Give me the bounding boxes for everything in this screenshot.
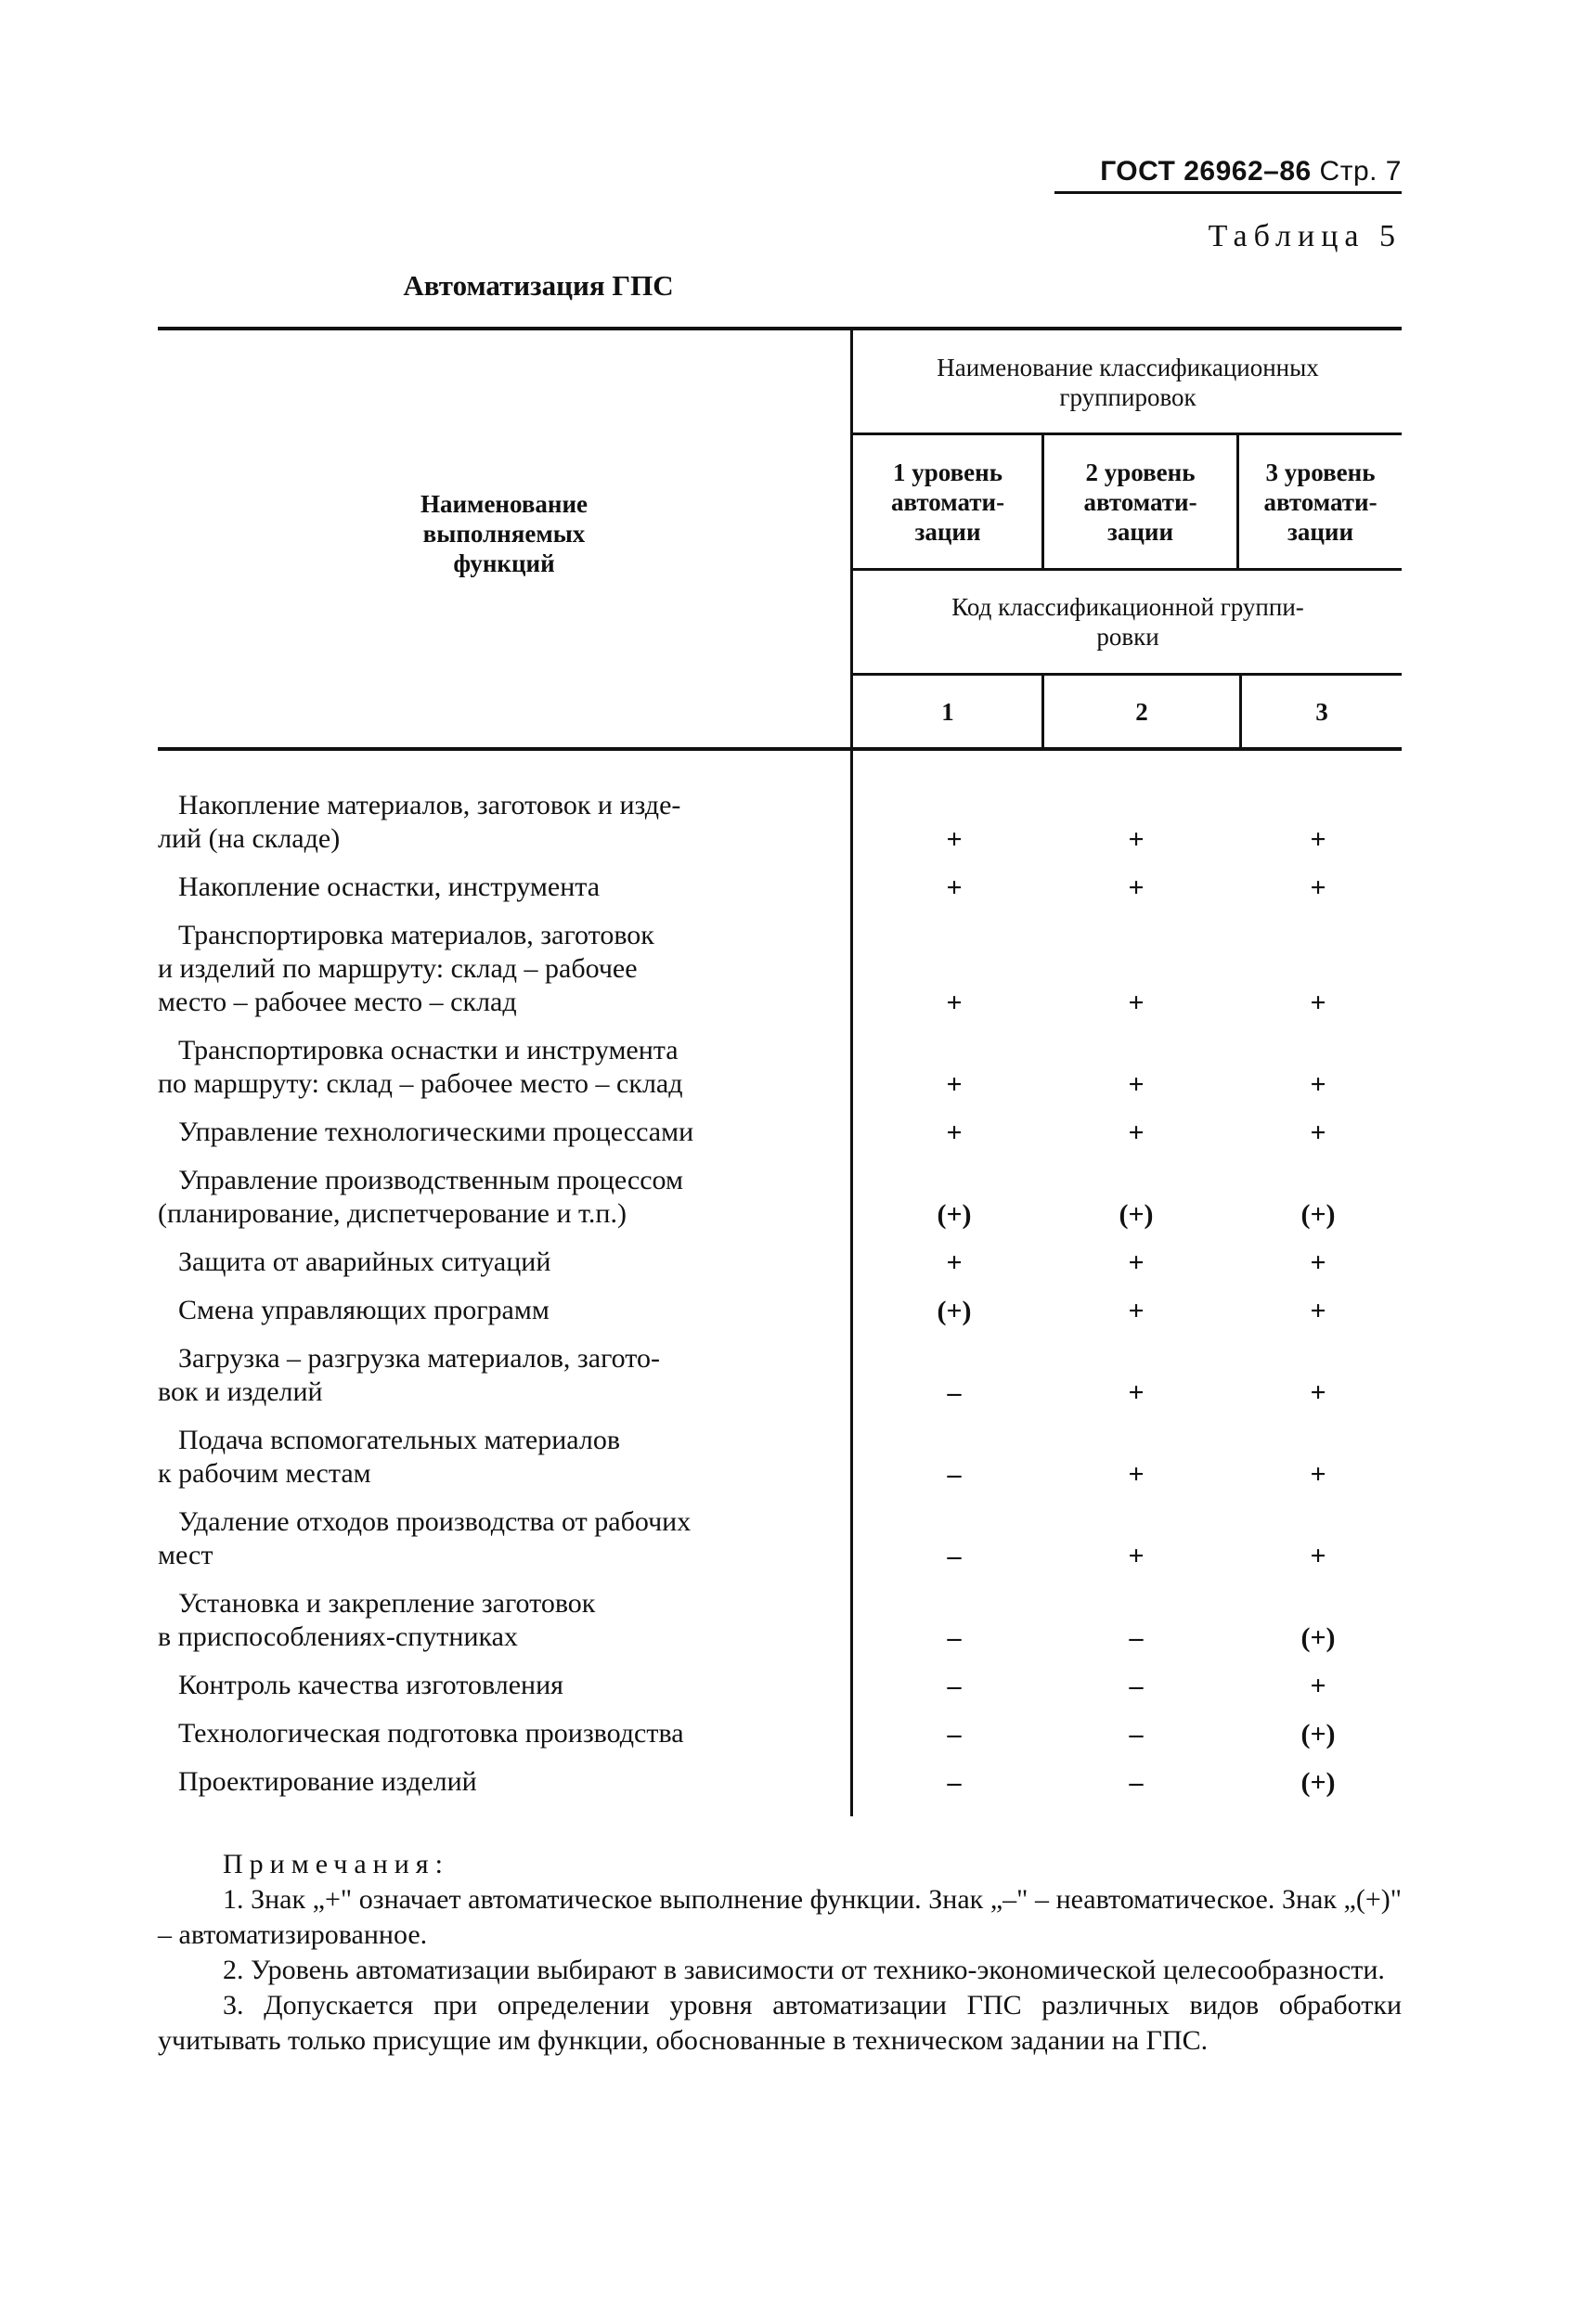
level-2-mark: + bbox=[1128, 1296, 1145, 1326]
level-3-mark: + bbox=[1310, 1069, 1326, 1100]
function-name-line: Накопление материалов, заготовок и изде- bbox=[178, 790, 681, 820]
function-name-line: лий (на складе) bbox=[158, 823, 341, 854]
level-1-mark: + bbox=[946, 872, 963, 903]
level-header-line: 3 уровень bbox=[1265, 458, 1376, 486]
table-row bbox=[158, 1164, 845, 1231]
table-row bbox=[158, 1587, 845, 1654]
function-name-line: Загрузка – разгрузка материалов, загото- bbox=[178, 1343, 660, 1374]
level-3-mark: + bbox=[1310, 1541, 1326, 1571]
function-name-line: Технологическая подготовка производства bbox=[178, 1718, 684, 1749]
main-column-divider bbox=[850, 327, 853, 1816]
level-1-mark: (+) bbox=[937, 1199, 972, 1230]
level-3-mark: + bbox=[1310, 1671, 1326, 1701]
code-rule bbox=[852, 673, 1402, 676]
level-3-header bbox=[1239, 436, 1402, 568]
page-number: Стр. 7 bbox=[1319, 156, 1402, 187]
level-2-mark: + bbox=[1128, 1377, 1145, 1408]
level-header-line: зации bbox=[1287, 518, 1354, 546]
note-item: 1. Знак „+" означает автоматическое выполнение функции. Знак „–" – неавтоматическое. Знак „(+)" – автоматизированное. bbox=[158, 1884, 1402, 1950]
level-3-mark: (+) bbox=[1300, 1199, 1336, 1230]
level-2-mark: + bbox=[1128, 1459, 1145, 1490]
level-header-line: 1 уровень bbox=[893, 458, 1002, 486]
level-2-mark: – bbox=[1129, 1719, 1144, 1749]
level-1-mark: + bbox=[946, 988, 963, 1018]
table-row bbox=[158, 1116, 845, 1149]
function-name-line: Подача вспомогательных материалов bbox=[178, 1425, 621, 1455]
level-1-mark: – bbox=[947, 1767, 962, 1798]
code-1: 1 bbox=[941, 698, 954, 726]
code-header-line: ровки bbox=[1096, 623, 1159, 651]
note-item: 3. Допускается при определении уровня автоматизации ГПС различных видов обработки учитывать только присущие им функции, обоснованные в техническом задании на ГПС. bbox=[158, 1990, 1402, 2056]
code-header bbox=[854, 574, 1402, 670]
level-3-mark: (+) bbox=[1300, 1767, 1336, 1798]
function-name-line: Транспортировка оснастки и инструмента bbox=[178, 1035, 679, 1065]
function-header-line: выполняемых bbox=[422, 520, 586, 548]
code-3: 3 bbox=[1315, 698, 1328, 726]
standard-number: ГОСТ 26962–86 bbox=[1100, 156, 1312, 187]
level-1-mark: (+) bbox=[937, 1296, 972, 1326]
level-1-mark: – bbox=[947, 1719, 962, 1749]
level-2-mark: + bbox=[1128, 1247, 1145, 1278]
function-column-header bbox=[158, 483, 850, 585]
level-2-mark: + bbox=[1128, 1117, 1145, 1148]
level-1-mark: + bbox=[946, 1117, 963, 1148]
level-header-line: зации bbox=[914, 518, 981, 546]
level-header-line: зации bbox=[1106, 518, 1174, 546]
table-row bbox=[158, 1034, 845, 1101]
level-2-mark: + bbox=[1128, 872, 1145, 903]
level-1-mark: – bbox=[947, 1622, 962, 1653]
level-3-mark: + bbox=[1310, 824, 1326, 855]
function-name-line: Проектирование изделий bbox=[178, 1766, 477, 1797]
table-row bbox=[158, 1765, 845, 1799]
level-header-line: 2 уровень bbox=[1085, 458, 1196, 486]
function-name-line: Управление производственным процессом bbox=[178, 1165, 683, 1195]
function-name-line: по маршруту: склад – рабочее место – склад bbox=[158, 1068, 683, 1099]
level-3-mark: + bbox=[1310, 1296, 1326, 1326]
table-label: Таблица 5 bbox=[1208, 219, 1402, 253]
groups-header bbox=[854, 334, 1402, 431]
level-1-mark: + bbox=[946, 824, 963, 855]
table-row bbox=[158, 1342, 845, 1409]
table-row bbox=[158, 871, 845, 904]
level-3-mark: + bbox=[1310, 1117, 1326, 1148]
code-header-line: Код классификационной группи- bbox=[951, 593, 1304, 621]
function-header-line: Наименование bbox=[420, 490, 588, 518]
level-1-mark: – bbox=[947, 1671, 962, 1701]
level-header-line: автомати- bbox=[1083, 488, 1197, 516]
level-3-mark: + bbox=[1310, 1247, 1326, 1278]
table-row bbox=[158, 1505, 845, 1572]
level-header-line: автомати- bbox=[890, 488, 1005, 516]
table-row bbox=[158, 1246, 845, 1279]
table-row bbox=[158, 1294, 845, 1327]
function-name-line: Управление технологическими процессами bbox=[178, 1117, 694, 1147]
code-2: 2 bbox=[1135, 698, 1148, 726]
level-3-mark: + bbox=[1310, 988, 1326, 1018]
notes bbox=[158, 1847, 1402, 2059]
table-row bbox=[158, 919, 845, 1019]
table-title: Автоматизация ГПС bbox=[403, 269, 674, 302]
function-name-line: Смена управляющих программ bbox=[178, 1295, 550, 1325]
level-3-mark: + bbox=[1310, 1459, 1326, 1490]
function-name-line: Удаление отходов производства от рабочих bbox=[178, 1506, 692, 1537]
function-name-line: вок и изделий bbox=[158, 1376, 323, 1407]
function-name-line: Установка и закрепление заготовок bbox=[178, 1588, 596, 1619]
level-2-header bbox=[1044, 436, 1236, 568]
function-name-line: мест bbox=[158, 1540, 213, 1570]
function-name-line: в приспособлениях-спутниках bbox=[158, 1621, 518, 1652]
level-1-mark: – bbox=[947, 1459, 962, 1490]
function-name-line: Накопление оснастки, инструмента bbox=[178, 872, 601, 902]
groups-header-line: Наименование классификационных bbox=[937, 354, 1319, 381]
level-2-mark: + bbox=[1128, 1541, 1145, 1571]
level-1-header bbox=[854, 436, 1041, 568]
document-header bbox=[1054, 156, 1402, 194]
note-item: 2. Уровень автоматизации выбирают в зависимости от технико-экономической целесообразности. bbox=[223, 1955, 1385, 1985]
level-1-mark: – bbox=[947, 1541, 962, 1571]
level-2-mark: + bbox=[1128, 988, 1145, 1018]
level-2-mark: (+) bbox=[1119, 1199, 1154, 1230]
level-2-mark: + bbox=[1128, 1069, 1145, 1100]
header-bottom-rule bbox=[158, 747, 1402, 751]
groups-header-line: группировок bbox=[1059, 383, 1196, 411]
level-1-mark: – bbox=[947, 1377, 962, 1408]
table-row bbox=[158, 789, 845, 856]
level-3-mark: (+) bbox=[1300, 1719, 1336, 1749]
function-header-line: функций bbox=[453, 549, 555, 577]
function-name-line: к рабочим местам bbox=[158, 1458, 371, 1489]
levels-rule bbox=[852, 568, 1402, 571]
function-name-line: место – рабочее место – склад bbox=[158, 987, 517, 1017]
table-row bbox=[158, 1669, 845, 1702]
level-1-mark: + bbox=[946, 1069, 963, 1100]
level-3-mark: + bbox=[1310, 872, 1326, 903]
groups-rule bbox=[852, 433, 1402, 435]
level-2-mark: + bbox=[1128, 824, 1145, 855]
level-header-line: автомати- bbox=[1263, 488, 1378, 516]
table-row bbox=[158, 1717, 845, 1750]
level-2-mark: – bbox=[1129, 1767, 1144, 1798]
notes-title: Примечания: bbox=[223, 1849, 449, 1879]
table-top-rule bbox=[158, 327, 1402, 330]
level-2-mark: – bbox=[1129, 1671, 1144, 1701]
function-name-line: и изделий по маршруту: склад – рабочее bbox=[158, 953, 638, 984]
level-3-mark: (+) bbox=[1300, 1622, 1336, 1653]
level-2-mark: – bbox=[1129, 1622, 1144, 1653]
table-row bbox=[158, 1424, 845, 1491]
function-name-line: Транспортировка материалов, заготовок bbox=[178, 920, 654, 950]
level-3-mark: + bbox=[1310, 1377, 1326, 1408]
function-name-line: (планирование, диспетчерование и т.п.) bbox=[158, 1198, 627, 1229]
level-1-mark: + bbox=[946, 1247, 963, 1278]
function-name-line: Контроль качества изготовления bbox=[178, 1670, 563, 1700]
function-name-line: Защита от аварийных ситуаций bbox=[178, 1246, 551, 1277]
